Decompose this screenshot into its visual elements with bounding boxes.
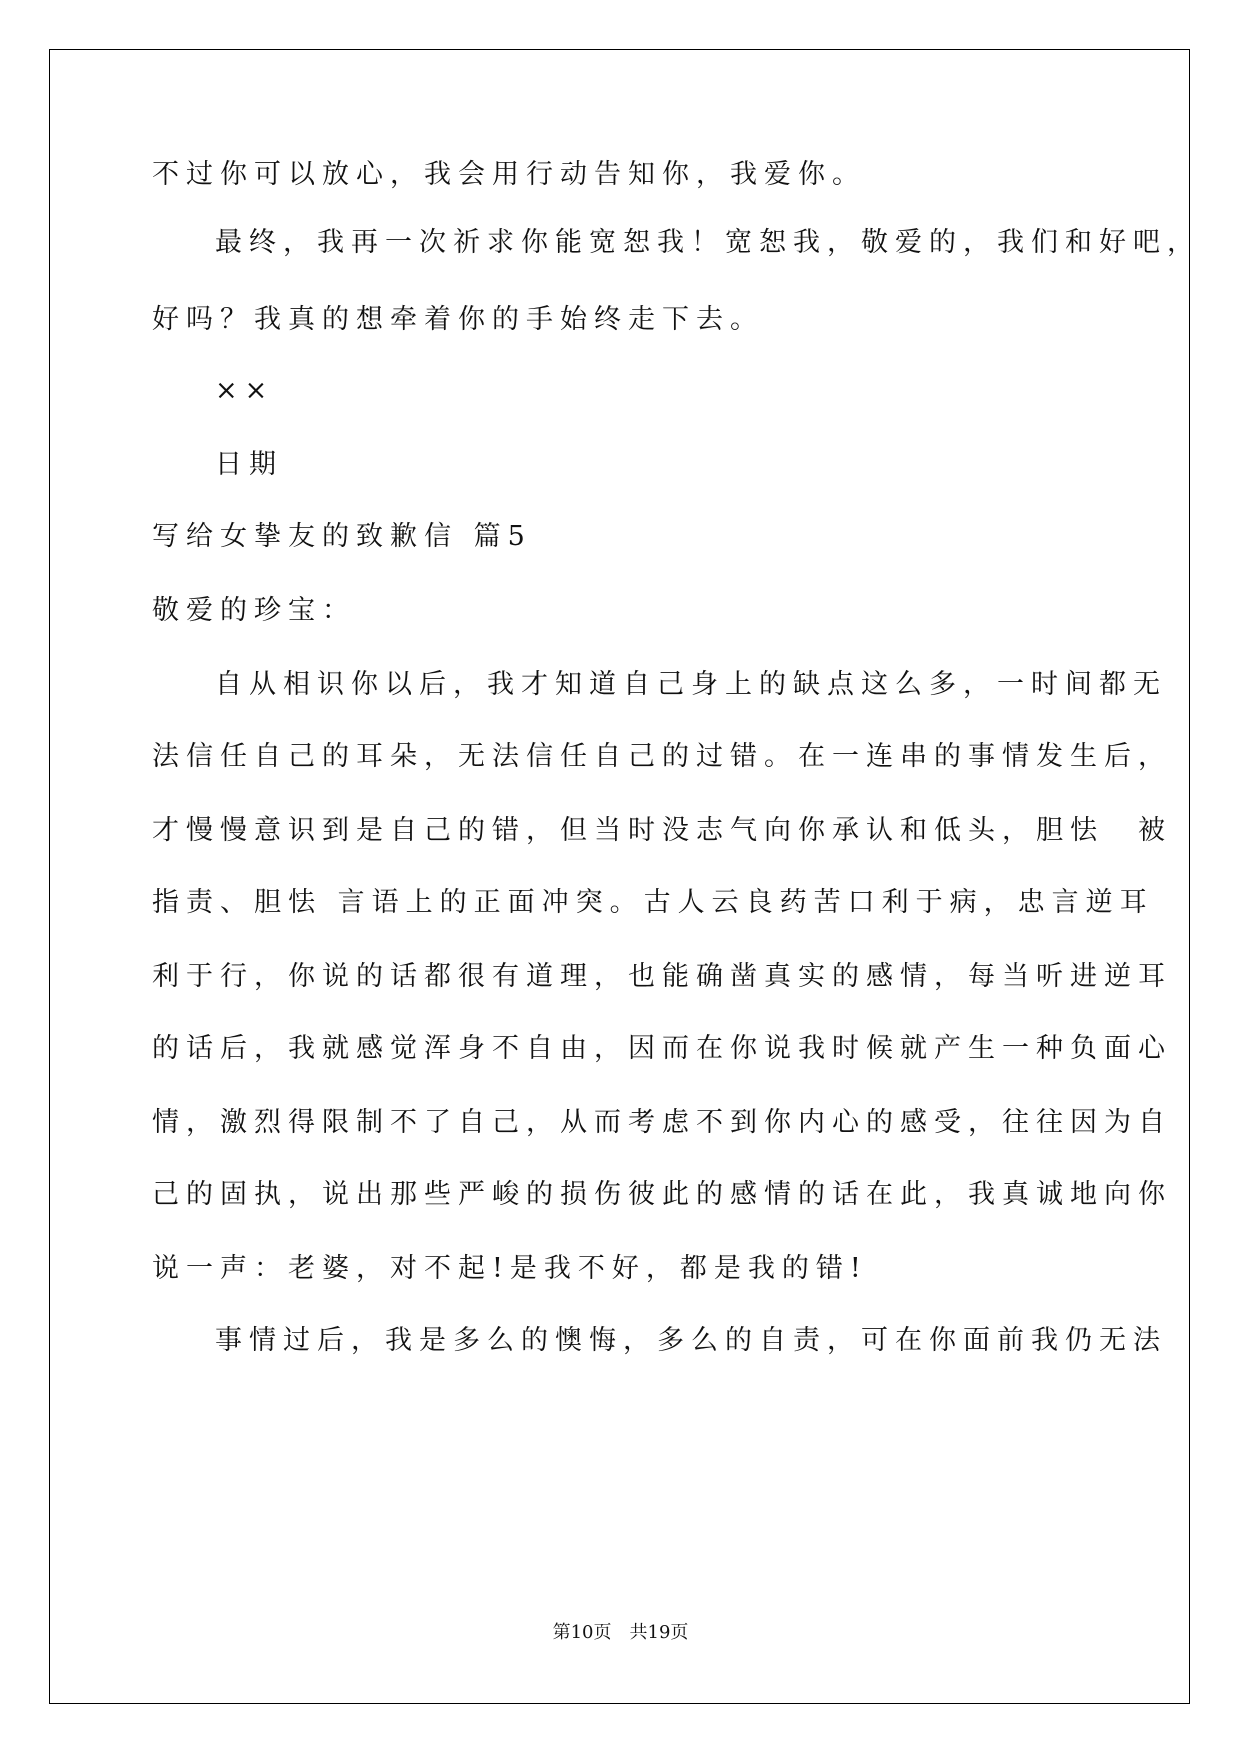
text-line: 最终，我再一次祈求你能宽恕我！宽恕我，敬爱的，我们和好吧， (215, 227, 1201, 258)
text-line: 指责、胆怯 言语上的正面冲突。古人云良药苦口利于病，忠言逆耳 (152, 887, 1154, 918)
page-number-footer: 第10页 共19页 (552, 1622, 689, 1643)
text-line: 不过你可以放心，我会用行动告知你，我爱你。 (152, 159, 866, 190)
text-line: 己的固执，说出那些严峻的损伤彼此的感情的话在此，我真诚地向你 (152, 1179, 1172, 1210)
section-title: 写给女挚友的致歉信 篇5 (152, 521, 532, 552)
text-line: 法信任自己的耳朵，无法信任自己的过错。在一连串的事情发生后， (152, 741, 1172, 772)
text-line: 才慢慢意识到是自己的错，但当时没志气向你承认和低头，胆怯 被 (152, 815, 1172, 846)
text-line: 情，激烈得限制不了自己，从而考虑不到你内心的感受，往往因为自 (152, 1107, 1172, 1138)
text-line: 说一声：老婆，对不起!是我不好，都是我的错! (152, 1253, 868, 1284)
signature-placeholder: ×× (215, 375, 275, 406)
text-line: 好吗？我真的想牵着你的手始终走下去。 (152, 304, 764, 335)
text-line: 的话后，我就感觉浑身不自由，因而在你说我时候就产生一种负面心 (152, 1033, 1172, 1064)
text-line: 利于行，你说的话都很有道理，也能确凿真实的感情，每当听进逆耳 (152, 961, 1172, 992)
salutation: 敬爱的珍宝： (152, 595, 356, 626)
date-label: 日期 (215, 449, 283, 480)
text-line: 自从相识你以后，我才知道自己身上的缺点这么多，一时间都无 (215, 669, 1167, 700)
text-line: 事情过后，我是多么的懊悔，多么的自责，可在你面前我仍无法 (215, 1325, 1167, 1356)
page-border (49, 49, 1190, 1704)
